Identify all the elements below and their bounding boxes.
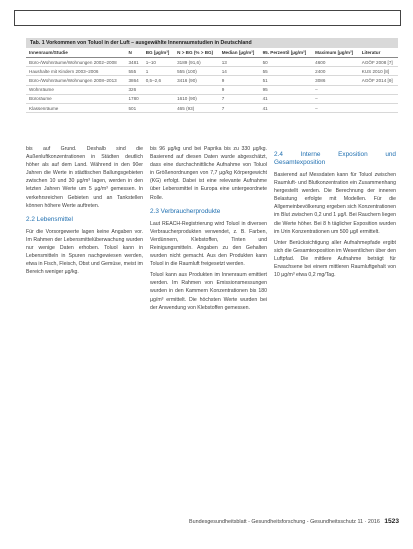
paragraph: Unter Berücksichtigung aller Aufnahmepfade ergibt sich die Gesamtexposition im Wesentlichen über den Luftpfad. Die mittlere Aufnahme beträgt für Erwachsene bei einem mittleren Raumluftgehalt von 10 µg/m³ etwa 0,2 mg/Tag. [274, 239, 396, 279]
table-header-cell: Maximum [µg/m³] [312, 48, 359, 58]
table-cell: 3189 (91,6) [174, 58, 219, 67]
column-1 [26, 145, 143, 279]
table-row [26, 85, 398, 94]
table-header-cell: BG [µg/m³] [143, 48, 174, 58]
table-cell: Wohnräume [26, 85, 125, 94]
journal-name: Bundesgesundheitsblatt - Gesundheitsforschung - Gesundheitsschutz 11 · 2016 [189, 519, 380, 525]
table-header-cell: N [125, 48, 142, 58]
table-row [26, 94, 398, 103]
table-cell: Klassenräume [26, 103, 125, 112]
table-cell: 3481 [125, 58, 142, 67]
table-cell: 9 [219, 76, 260, 85]
table-title: Tab. 1 Vorkommen von Toluol in der Luft – ausgewählte Innenraumstudien in Deutschland [26, 38, 398, 48]
table-cell: – [312, 85, 359, 94]
table-cell: Büroräume [26, 94, 125, 103]
table-body [26, 58, 398, 113]
table-cell: AGÖF 2014 [9] [359, 76, 398, 85]
table-cell: – [312, 94, 359, 103]
table-cell: 1780 [125, 94, 142, 103]
table-row [26, 76, 398, 85]
section-heading-food: 2.2 Lebensmittel [26, 215, 73, 223]
table-cell: 7 [219, 94, 260, 103]
section-heading-consumer-products: 2.3 Verbraucherprodukte [150, 207, 221, 215]
table-cell: 3864 [125, 76, 142, 85]
table-cell: 41 [260, 103, 313, 112]
table-cell: 13 [219, 58, 260, 67]
table-cell: 3416 (90) [174, 76, 219, 85]
table-row [26, 103, 398, 112]
header-box [14, 10, 401, 26]
table-header-cell: 95. Perzentil [µg/m³] [260, 48, 313, 58]
table-cell: 555 [125, 67, 142, 76]
table-row [26, 58, 398, 67]
table-row [26, 67, 398, 76]
table-cell: 14 [219, 67, 260, 76]
table-header-cell: Literatur [359, 48, 398, 58]
table-cell: 55 [260, 67, 313, 76]
data-table-container [26, 38, 398, 113]
column-2 [150, 145, 267, 315]
table-cell: 465 (93) [174, 103, 219, 112]
table-cell: Büro-/Wohnräume/Wohnungen 2002–2008 [26, 58, 125, 67]
table-cell: – [312, 103, 359, 112]
paragraph: bis auf Grund. Deshalb sind die Außenluftkonzentrationen in Städten deutlich höher als auf dem Land. Während in den 90er Jahren die Werte in städtischen Ballungsgebieten zwischen 10 und 30 µg/m³ lagen, werden in den letzten Jahren Werte um 5 µg/m³ gemessen. In verkehrsreichen Gebieten und an Tankstellen können höhere Werte auftreten. [26, 146, 143, 209]
table-cell: KUS 2010 [8] [359, 67, 398, 76]
table-header-row [26, 48, 398, 58]
table-cell: Büro-/Wohnräume/Wohnungen 2008–2013 [26, 76, 125, 85]
column-3 [274, 145, 396, 282]
section-heading-exposure: 2.4 Interne Exposition und Gesamtexposition [274, 151, 396, 166]
table-cell [143, 85, 174, 94]
table-cell [359, 94, 398, 103]
table-cell: 1 [143, 67, 174, 76]
table-cell: 51 [260, 76, 313, 85]
table-cell: 9 [219, 85, 260, 94]
table-cell: 50 [260, 58, 313, 67]
table-cell: AGÖF 2008 [7] [359, 58, 398, 67]
data-table [26, 48, 398, 113]
page-footer [189, 518, 399, 525]
table-cell: Haushalte mit Kindern 2003–2006 [26, 67, 125, 76]
table-header-cell: N > BG (% > BG) [174, 48, 219, 58]
table-cell: 7 [219, 103, 260, 112]
paragraph: Laut REACH-Registrierung wird Toluol in diversen Verbraucherprodukten verwendet, z. B. Farben, Verdünnern, Klebstoffen, Tinten und Reinigungsmitteln. Angaben zu den Gehalten wurden nicht gemacht. Aus den Produkten kann Toluol in die Raumluft freigesetzt werden. [150, 220, 267, 268]
table-cell: 41 [260, 94, 313, 103]
page-number: 1523 [384, 518, 399, 525]
table-cell [143, 94, 174, 103]
table-cell: 1610 (90) [174, 94, 219, 103]
paragraph: Für die Vorsorgewerte lagen keine Angaben vor. Im Rahmen der Lebensmittelüberwachung wurden nur wenige Daten erhoben. Toluol kann in Lebensmitteln in Spuren nachgewiesen werden, etwa in Fisch, Fleisch, Obst und Gemüse, meist im Bereich weniger µg/kg. [26, 228, 143, 276]
paragraph: Toluol kann aus Produkten im Innenraum emittiert werden. Im Rahmen von Emissionsmessungen wurden in den Kammern Konzentrationen bis 180 µg/m³ ermittelt. Die höchsten Werte wurden bei der Anwendung von Klebstoffen gemessen. [150, 272, 267, 311]
table-cell: 2400 [312, 67, 359, 76]
paragraph: bis 96 µg/kg und bei Paprika bis zu 330 µg/kg. Basierend auf diesen Daten wurde abgeschätzt, dass eine durchschnittliche Aufnahme von Toluol in Größenordnungen von 7,7 µg/kg Körpergewicht (KG) erfolgt. Dabei ist eine relevante Aufnahme über Lebensmittel in Europa eine untergeordnete Rolle. [150, 146, 267, 201]
table-header-cell: Innenraum/Studie [26, 48, 125, 58]
table-cell [359, 103, 398, 112]
table-cell: 95 [260, 85, 313, 94]
table-cell: 4600 [312, 58, 359, 67]
paragraph: Basierend auf Messdaten kann für Toluol zwischen Raumluft- und Blutkonzentration ein Zusammenhang hergestellt werden. Die Berechnung der inneren Belastung erfolgte mit Modellen. Für die Allgemeinbevölkerung ergeben sich Konzentrationen im Blut zwischen 0,2 und 1 µg/l. Bei Rauchern liegen die Werte höher. Bei 8 h täglicher Exposition wurden im Urin Konzentrationen um 500 µg/l ermittelt. [274, 172, 396, 235]
table-cell: 501 [125, 103, 142, 112]
table-cell [359, 85, 398, 94]
table-cell [174, 85, 219, 94]
table-cell: 326 [125, 85, 142, 94]
table-cell: 3086 [312, 76, 359, 85]
table-cell: 0,5–2,6 [143, 76, 174, 85]
table-cell [143, 103, 174, 112]
table-cell: 1–10 [143, 58, 174, 67]
table-header-cell: Median [µg/m³] [219, 48, 260, 58]
table-cell: 555 (100) [174, 67, 219, 76]
